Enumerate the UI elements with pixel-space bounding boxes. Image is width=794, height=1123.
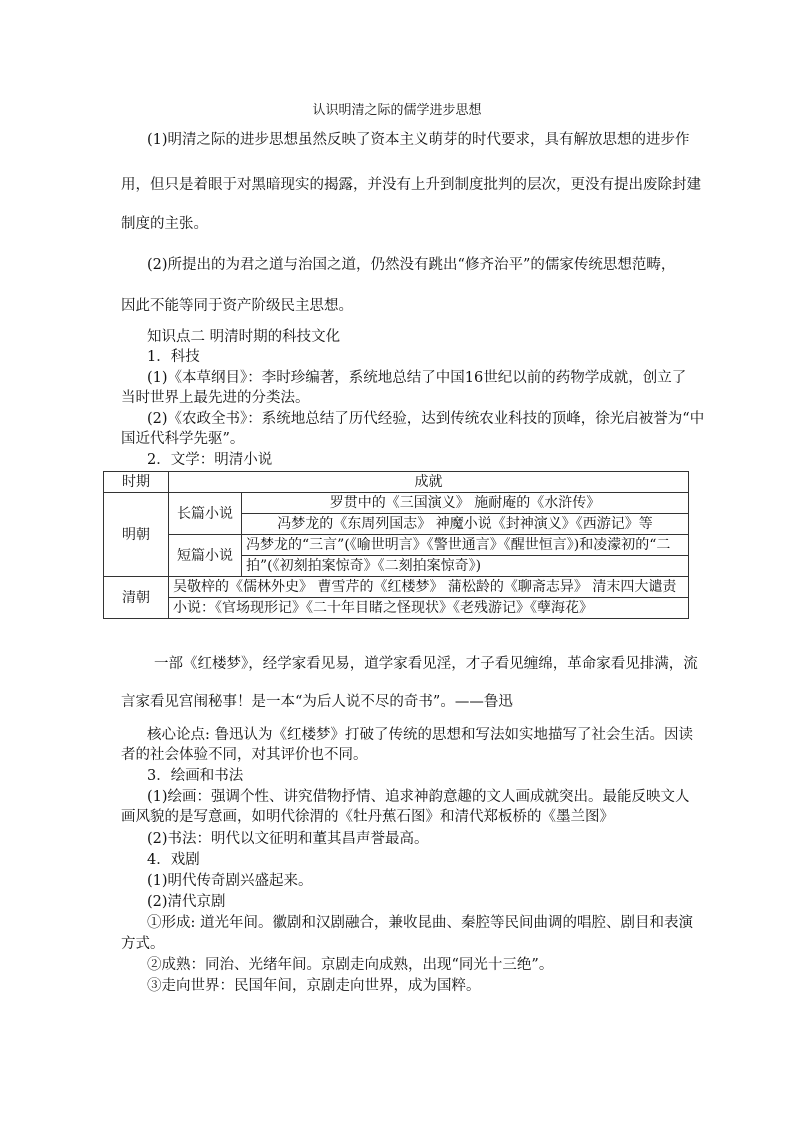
section-1-item-2-line-2: 国近代科学先驱”。 <box>121 431 245 447</box>
core-argument-line-1: 核心论点: 鲁迅认为《红楼梦》打破了传统的思想和写法如实地描写了社会生活。因读 <box>147 727 693 743</box>
section-3-item-1-line-2: 画风貌的是写意画，如明代徐渭的《牡丹蕉石图》和清代郑板桥的《墨兰图》 <box>121 809 614 825</box>
quote-line-2: 言家看见宫闱秘事！是一本“为后人说不尽的奇书”。——鲁迅 <box>121 694 513 710</box>
table-row <box>104 493 689 514</box>
section-1-item-2-line-1: (2)《农政全书》：系统地总结了历代经验，达到传统农业科技的顶峰，徐光启被誉为“中 <box>147 411 705 427</box>
table-row <box>104 535 689 556</box>
cell-short-novel: 短篇小说 <box>169 535 242 577</box>
quote-line-1: 一部《红楼梦》，经学家看见易，道学家看见淫，才子看见缠绵，革命家看见排满，流 <box>154 656 698 672</box>
novels-table <box>103 471 689 619</box>
section-4-item-2a-line-1: ①形成: 道光年间。徽剧和汉剧融合，兼收昆曲、秦腔等民间曲调的唱腔、剧目和表演 <box>147 915 693 931</box>
table-row <box>104 598 689 619</box>
cell-long-novel: 长篇小说 <box>169 493 242 535</box>
section-4-item-1: (1)明代传奇剧兴盛起来。 <box>147 873 313 889</box>
table-header-row <box>104 472 689 493</box>
section-1-heading: 1．科技 <box>147 349 200 365</box>
section-1-item-1-line-1: (1)《本草纲目》：李时珍编著，系统地总结了中国16世纪以前的药物学成就，创立了 <box>147 370 687 386</box>
section-3-item-1-line-1: (1)绘画：强调个性、讲究借物抒情、追求神韵意趣的文人画成就突出。最能反映文人 <box>147 789 690 805</box>
cell-qing-1: 吴敬梓的《儒林外史》 曹雪芹的《红楼梦》 蒲松龄的《聊斋志异》 清末四大谴责 <box>169 577 689 598</box>
section-4-item-2: (2)清代京剧 <box>147 894 226 910</box>
paragraph-2-line-2: 因此不能等同于资产阶级民主思想。 <box>121 298 353 314</box>
header-period: 时期 <box>104 472 169 493</box>
cell-qing: 清朝 <box>104 577 169 619</box>
knowledge-point-heading: 知识点二 明清时期的科技文化 <box>147 329 341 345</box>
section-4-item-2c: ③走向世界：民国年间，京剧走向世界，成为国粹。 <box>147 978 481 994</box>
section-1-item-1-line-2: 当时世界上最先进的分类法。 <box>121 390 310 406</box>
paragraph-1-line-2: 用，但只是着眼于对黑暗现实的揭露，并没有上升到制度批判的层次，更没有提出废除封建 <box>121 177 701 193</box>
core-argument-line-2: 者的社会体验不同，对其评价也不同。 <box>121 747 368 763</box>
table-row <box>104 577 689 598</box>
cell-short-2: 拍”(《初刻拍案惊奇》《二刻拍案惊奇》) <box>242 556 689 577</box>
section-3-heading: 3．绘画和书法 <box>147 768 244 784</box>
cell-short-1: 冯梦龙的“三言”(《喻世明言》《警世通言》《醒世恒言》)和凌濛初的“二 <box>242 535 689 556</box>
paragraph-1-line-3: 制度的主张。 <box>121 216 208 232</box>
section-3-item-2: (2)书法：明代以文征明和董其昌声誉最高。 <box>147 831 429 847</box>
cell-ming: 明朝 <box>104 493 169 577</box>
section-2-heading: 2．文学：明清小说 <box>147 452 273 468</box>
section-4-item-2b: ②成熟：同治、光绪年间。京剧走向成熟，出现“同光十三绝”。 <box>147 957 554 973</box>
page-title: 认识明清之际的儒学进步思想 <box>312 103 482 118</box>
cell-qing-2: 小说：《官场现形记》《二十年目睹之怪现状》《老残游记》《孽海花》 <box>169 598 689 619</box>
paragraph-1-line-1: (1)明清之际的进步思想虽然反映了资本主义萌芽的时代要求，具有解放思想的进步作 <box>147 132 690 148</box>
cell-long-1: 罗贯中的《三国演义》 施耐庵的《水浒传》 <box>242 493 689 514</box>
section-4-heading: 4．戏剧 <box>147 852 200 868</box>
cell-long-2: 冯梦龙的《东周列国志》 神魔小说《封神演义》《西游记》等 <box>242 514 689 535</box>
section-4-item-2a-line-2: 方式。 <box>121 936 165 952</box>
header-achievement: 成就 <box>169 472 689 493</box>
paragraph-2-line-1: (2)所提出的为君之道与治国之道，仍然没有跳出“修齐治平”的儒家传统思想范畴， <box>147 257 676 273</box>
